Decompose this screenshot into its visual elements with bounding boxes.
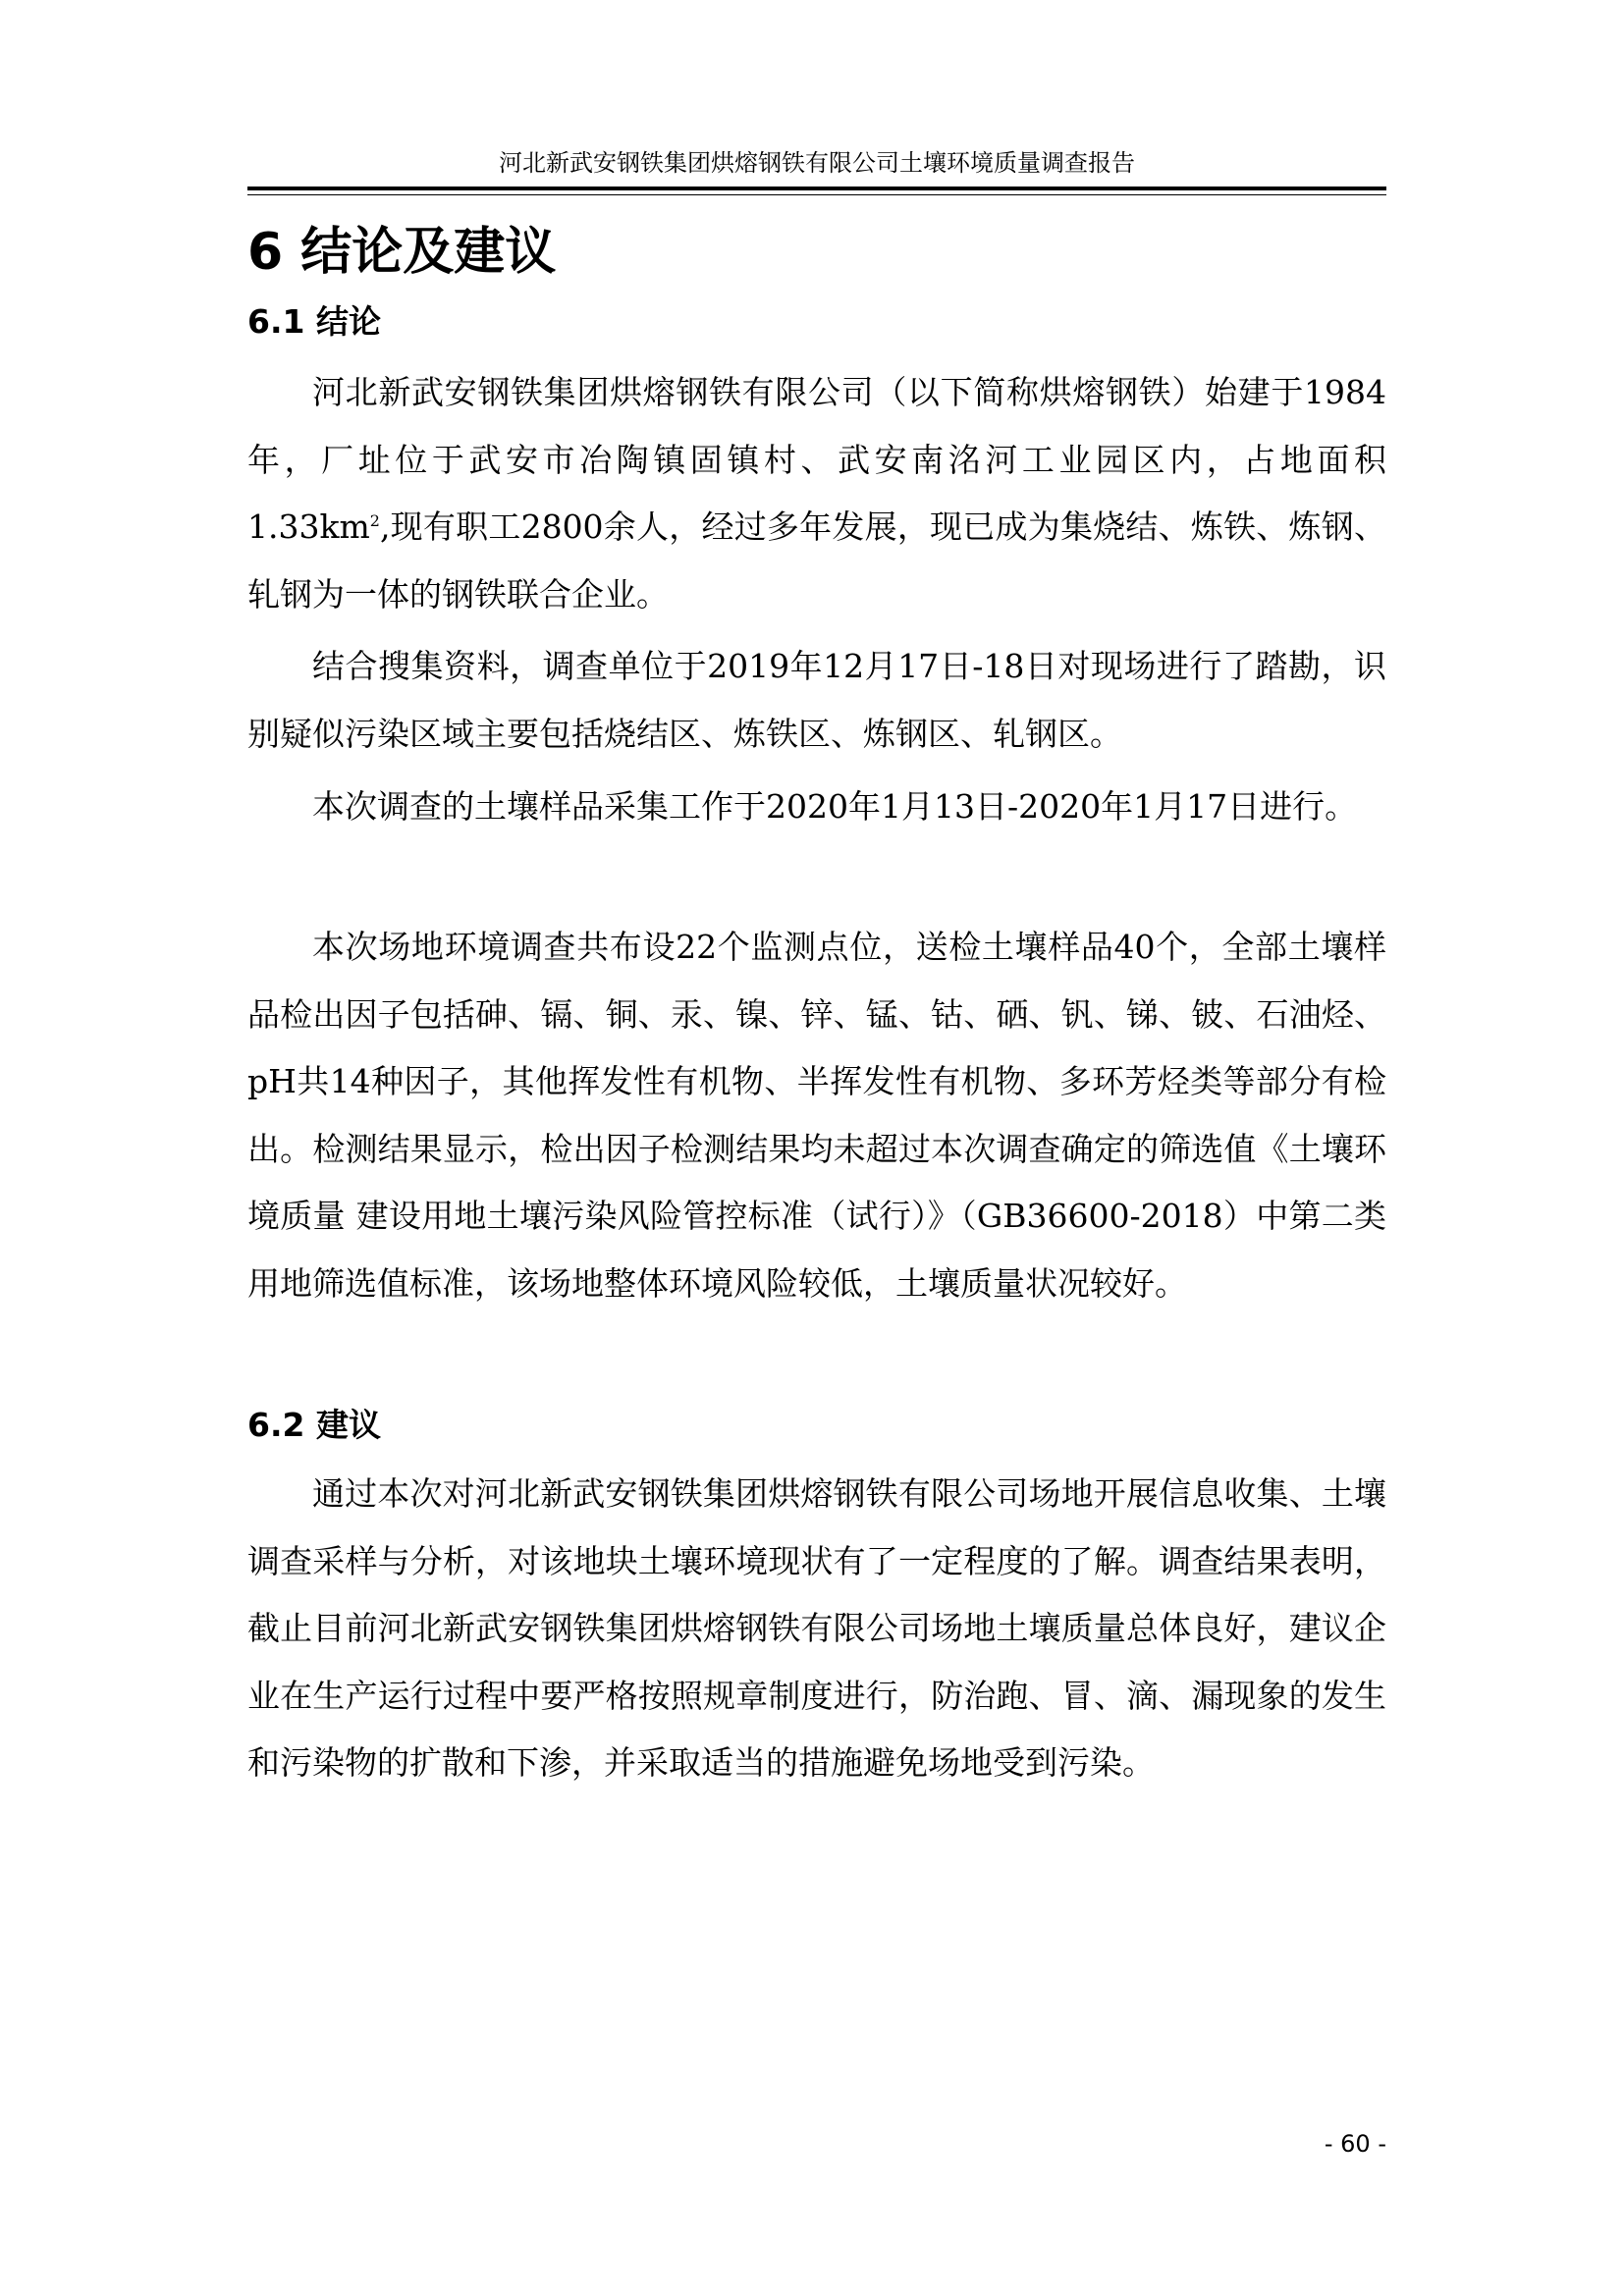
conclusion-paragraph-4: 本次场地环境调查共布设22个监测点位，送检土壤样品40个，全部土壤样品检出因子包括砷、镉、铜、汞、镍、锌、锰、钴、硒、钒、锑、铍、石油烃、pH共14种因子，其他挥发性有机物、半挥发性有机物、多环芳烃类等部分有检出。检测结果显示，检出因子检测结果均未超过本次调查确定的筛选值《土壤环境质量 建设用地土壤污染风险管控标准（试行）》（GB36600-2018）中第二类用地筛选值标准，该场地整体环境风险较低，土壤质量状况较好。 (247, 928, 1386, 1303)
page-number: - 60 - (1324, 2130, 1386, 2158)
conclusion-paragraph-1-tail: ,现有职工2800余人，经过多年发展，现已成为集烧结、炼铁、炼钢、轧钢为一体的钢铁联合企业。 (247, 507, 1386, 614)
header-rule-thin (247, 194, 1386, 195)
header-rule-thick (247, 187, 1386, 190)
section-title-recommendation: 6.2 建议 (247, 1406, 381, 1444)
area-unit-superscript: 2 (369, 511, 380, 530)
conclusion-paragraph-2: 结合搜集资料，调查单位于2019年12月17日-18日对现场进行了踏勘，识别疑似污染区域主要包括烧结区、炼铁区、炼钢区、轧钢区。 (247, 647, 1386, 753)
running-header: 河北新武安钢铁集团烘熔钢铁有限公司土壤环境质量调查报告 (499, 149, 1135, 177)
conclusion-paragraph-1 (247, 359, 1386, 628)
chapter-title: 6 结论及建议 (247, 223, 557, 282)
recommendation-paragraph-1: 通过本次对河北新武安钢铁集团烘熔钢铁有限公司场地开展信息收集、土壤调查采样与分析，对该地块土壤环境现状有了一定程度的了解。调查结果表明，截止目前河北新武安钢铁集团烘熔钢铁有限公司场地土壤质量总体良好，建议企业在生产运行过程中要严格按照规章制度进行，防治跑、冒、滴、漏现象的发生和污染物的扩散和下渗，并采取适当的措施避免场地受到污染。 (247, 1474, 1386, 1782)
conclusion-paragraph-1-text: 河北新武安钢铁集团烘熔钢铁有限公司（以下简称烘熔钢铁）始建于1984年，厂址位于武安市冶陶镇固镇村、武安南洺河工业园区内，占地面积1.33km (247, 373, 1386, 546)
section-title-conclusion: 6.1 结论 (247, 302, 381, 341)
conclusion-paragraph-3: 本次调查的土壤样品采集工作于2020年1月13日-2020年1月17日进行。 (312, 787, 1358, 826)
